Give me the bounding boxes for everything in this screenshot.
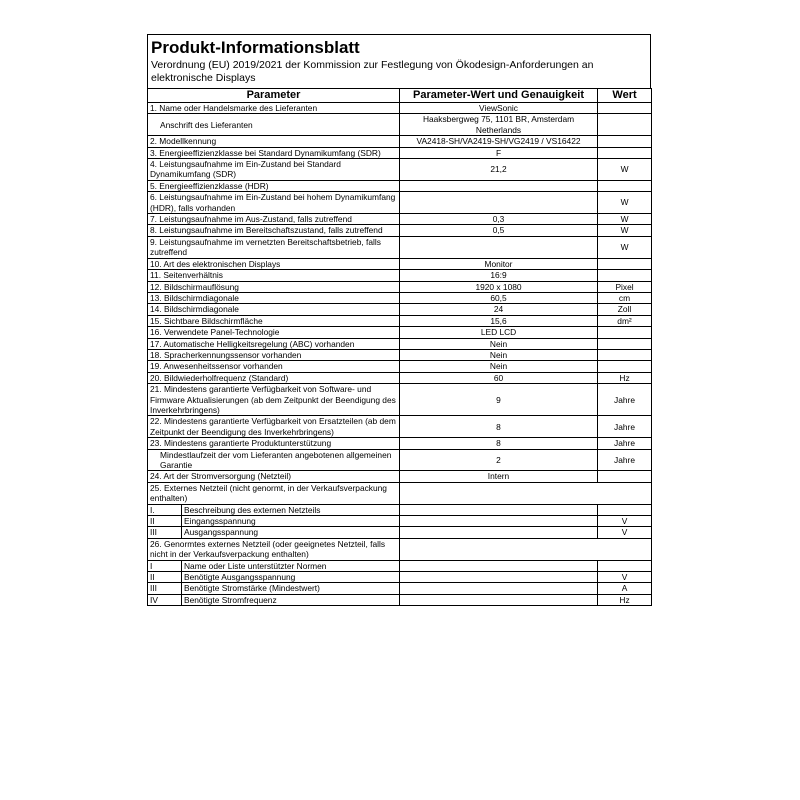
item-unit [598,504,652,515]
parameter-unit: Hz [598,372,652,383]
parameter-label: 11. Seitenverhältnis [148,270,400,281]
item-label: Benötigte Stromstärke (Mindestwert) [182,583,400,594]
table-row [148,180,652,191]
item-value [400,594,598,605]
parameter-label: 12. Bildschirmauflösung [148,281,400,292]
parameter-value: 24 [400,304,598,315]
parameter-unit [598,327,652,338]
parameter-label: 3. Energieeffizienzklasse bei Standard Dynamikumfang (SDR) [148,147,400,158]
parameter-unit: W [598,159,652,181]
parameter-unit [598,471,652,482]
section26-heading: 26. Genormtes externes Netzteil (oder geeignetes Netzteil, falls nicht in der Verkaufsverpackung enthalten) [148,538,400,560]
item-label: Eingangsspannung [182,516,400,527]
section-heading-row [148,538,652,560]
table-row [148,349,652,360]
parameter-value: VA2418-SH/VA2419-SH/VG2419 / VS16422 [400,136,598,147]
parameter-unit: cm [598,292,652,303]
parameter-value: Nein [400,338,598,349]
parameter-label: 24. Art der Stromversorgung (Netzteil) [148,471,400,482]
item-label: Benötigte Stromfrequenz [182,594,400,605]
item-value [400,572,598,583]
table-row [148,372,652,383]
parameter-label: 5. Energieeffizienzklasse (HDR) [148,180,400,191]
table-header-row [148,89,652,103]
table-row [148,361,652,372]
parameter-unit: Pixel [598,281,652,292]
parameter-unit [598,349,652,360]
empty-cell [400,482,652,504]
item-value [400,560,598,571]
table-row [148,236,652,258]
table-row [148,214,652,225]
parameter-unit: Jahre [598,449,652,471]
table-row [148,315,652,326]
table-row [148,594,652,605]
item-number: III [148,583,182,594]
parameter-value: 2 [400,449,598,471]
item-label: Ausgangsspannung [182,527,400,538]
parameter-value: 16:9 [400,270,598,281]
section25-heading: 25. Externes Netzteil (nicht genormt, in der Verkaufsverpackung enthalten) [148,482,400,504]
parameter-label: Mindestlaufzeit der vom Lieferanten angebotenen allgemeinen Garantie [148,449,400,471]
parameter-label: 22. Mindestens garantierte Verfügbarkeit von Ersatzteilen (ab dem Zeitpunkt der Beendigung des Inverkehrbringens) [148,416,400,438]
item-unit: V [598,516,652,527]
item-label: Beschreibung des externen Netzteils [182,504,400,515]
table-row [148,103,652,114]
table-row [148,147,652,158]
table-row [148,258,652,269]
parameter-value: LED LCD [400,327,598,338]
parameter-value: F [400,147,598,158]
parameter-label: 8. Leistungsaufnahme im Bereitschaftszustand, falls zutreffend [148,225,400,236]
parameter-unit [598,361,652,372]
item-value [400,583,598,594]
parameter-value: 8 [400,416,598,438]
table-row [148,416,652,438]
item-unit: V [598,572,652,583]
column-header-value: Parameter-Wert und Genauigkeit [400,89,598,103]
table-row [148,449,652,471]
item-unit: Hz [598,594,652,605]
sheet-header [147,34,651,88]
parameter-value: Haaksbergweg 75, 1101 BR, Amsterdam Netherlands [400,114,598,136]
item-number: I [148,560,182,571]
table-row [148,504,652,515]
parameter-label: 15. Sichtbare Bildschirmfläche [148,315,400,326]
parameter-label: 17. Automatische Helligkeitsregelung (ABC) vorhanden [148,338,400,349]
parameter-unit [598,136,652,147]
item-value [400,527,598,538]
table-row [148,159,652,181]
item-unit: V [598,527,652,538]
table-row [148,438,652,449]
parameter-value: Nein [400,361,598,372]
table-row [148,192,652,214]
parameter-value: ViewSonic [400,103,598,114]
product-information-sheet [147,34,651,606]
regulation-subtitle: Verordnung (EU) 2019/2021 der Kommission zur Festlegung von Ökodesign-Anforderungen an elektronische Displays [151,59,594,84]
table-row [148,281,652,292]
parameter-label: 13. Bildschirmdiagonale [148,292,400,303]
column-header-unit: Wert [598,89,652,103]
item-value [400,516,598,527]
parameter-label: 16. Verwendete Panel-Technologie [148,327,400,338]
parameter-unit: dm² [598,315,652,326]
parameter-value: Nein [400,349,598,360]
item-unit [598,560,652,571]
parameter-unit: W [598,192,652,214]
parameter-value: 0,3 [400,214,598,225]
parameter-label: 21. Mindestens garantierte Verfügbarkeit von Software- und Firmware Aktualisierungen (ab dem Zeitpunkt der Beendigung des Inverkehrbringens) [148,384,400,416]
parameter-label: Anschrift des Lieferanten [148,114,400,136]
parameter-unit [598,270,652,281]
parameter-unit [598,103,652,114]
table-row [148,572,652,583]
table-row [148,136,652,147]
table-row [148,471,652,482]
parameter-value: Intern [400,471,598,482]
parameter-value [400,192,598,214]
parameter-label: 7. Leistungsaufnahme im Aus-Zustand, falls zutreffend [148,214,400,225]
page-title: Produkt-Informationsblatt [151,38,360,57]
column-header-parameter: Parameter [148,89,400,103]
table-row [148,338,652,349]
item-unit: A [598,583,652,594]
item-number: III [148,527,182,538]
parameter-value [400,180,598,191]
parameter-unit: W [598,236,652,258]
parameter-unit [598,258,652,269]
empty-cell [400,538,652,560]
parameter-unit: W [598,225,652,236]
parameter-unit: Jahre [598,438,652,449]
parameter-label: 18. Spracherkennungssensor vorhanden [148,349,400,360]
table-row [148,527,652,538]
item-label: Benötigte Ausgangsspannung [182,572,400,583]
table-row [148,384,652,416]
parameter-label: 14. Bildschirmdiagonale [148,304,400,315]
parameter-value: 60 [400,372,598,383]
parameter-label: 6. Leistungsaufnahme im Ein-Zustand bei hohem Dynamikumfang (HDR), falls vorhanden [148,192,400,214]
parameter-label: 9. Leistungsaufnahme im vernetzten Bereitschaftsbetrieb, falls zutreffend [148,236,400,258]
parameter-label: 2. Modellkennung [148,136,400,147]
table-row [148,583,652,594]
parameter-unit: Zoll [598,304,652,315]
item-value [400,504,598,515]
parameter-value: 8 [400,438,598,449]
parameter-unit [598,338,652,349]
parameter-label: 4. Leistungsaufnahme im Ein-Zustand bei Standard Dynamikumfang (SDR) [148,159,400,181]
parameter-unit: W [598,214,652,225]
parameter-table [147,88,652,606]
table-row [148,225,652,236]
parameter-unit [598,114,652,136]
item-number: I. [148,504,182,515]
parameter-label: 1. Name oder Handelsmarke des Lieferanten [148,103,400,114]
table-row [148,270,652,281]
parameter-label: 19. Anwesenheitssensor vorhanden [148,361,400,372]
parameter-value: 9 [400,384,598,416]
parameter-value: 21,2 [400,159,598,181]
parameter-value: Monitor [400,258,598,269]
parameter-value: 15,6 [400,315,598,326]
parameter-value: 1920 x 1080 [400,281,598,292]
parameter-unit: Jahre [598,384,652,416]
parameter-label: 10. Art des elektronischen Displays [148,258,400,269]
item-number: II [148,572,182,583]
table-row [148,304,652,315]
parameter-value: 0,5 [400,225,598,236]
item-label: Name oder Liste unterstützter Normen [182,560,400,571]
table-row [148,292,652,303]
parameter-value [400,236,598,258]
parameter-unit [598,147,652,158]
table-row [148,327,652,338]
table-row [148,560,652,571]
parameter-unit [598,180,652,191]
table-row [148,516,652,527]
table-row [148,114,652,136]
parameter-label: 23. Mindestens garantierte Produktunterstützung [148,438,400,449]
parameter-value: 60,5 [400,292,598,303]
parameter-unit: Jahre [598,416,652,438]
parameter-label: 20. Bildwiederholfrequenz (Standard) [148,372,400,383]
section-heading-row [148,482,652,504]
item-number: IV [148,594,182,605]
item-number: II [148,516,182,527]
